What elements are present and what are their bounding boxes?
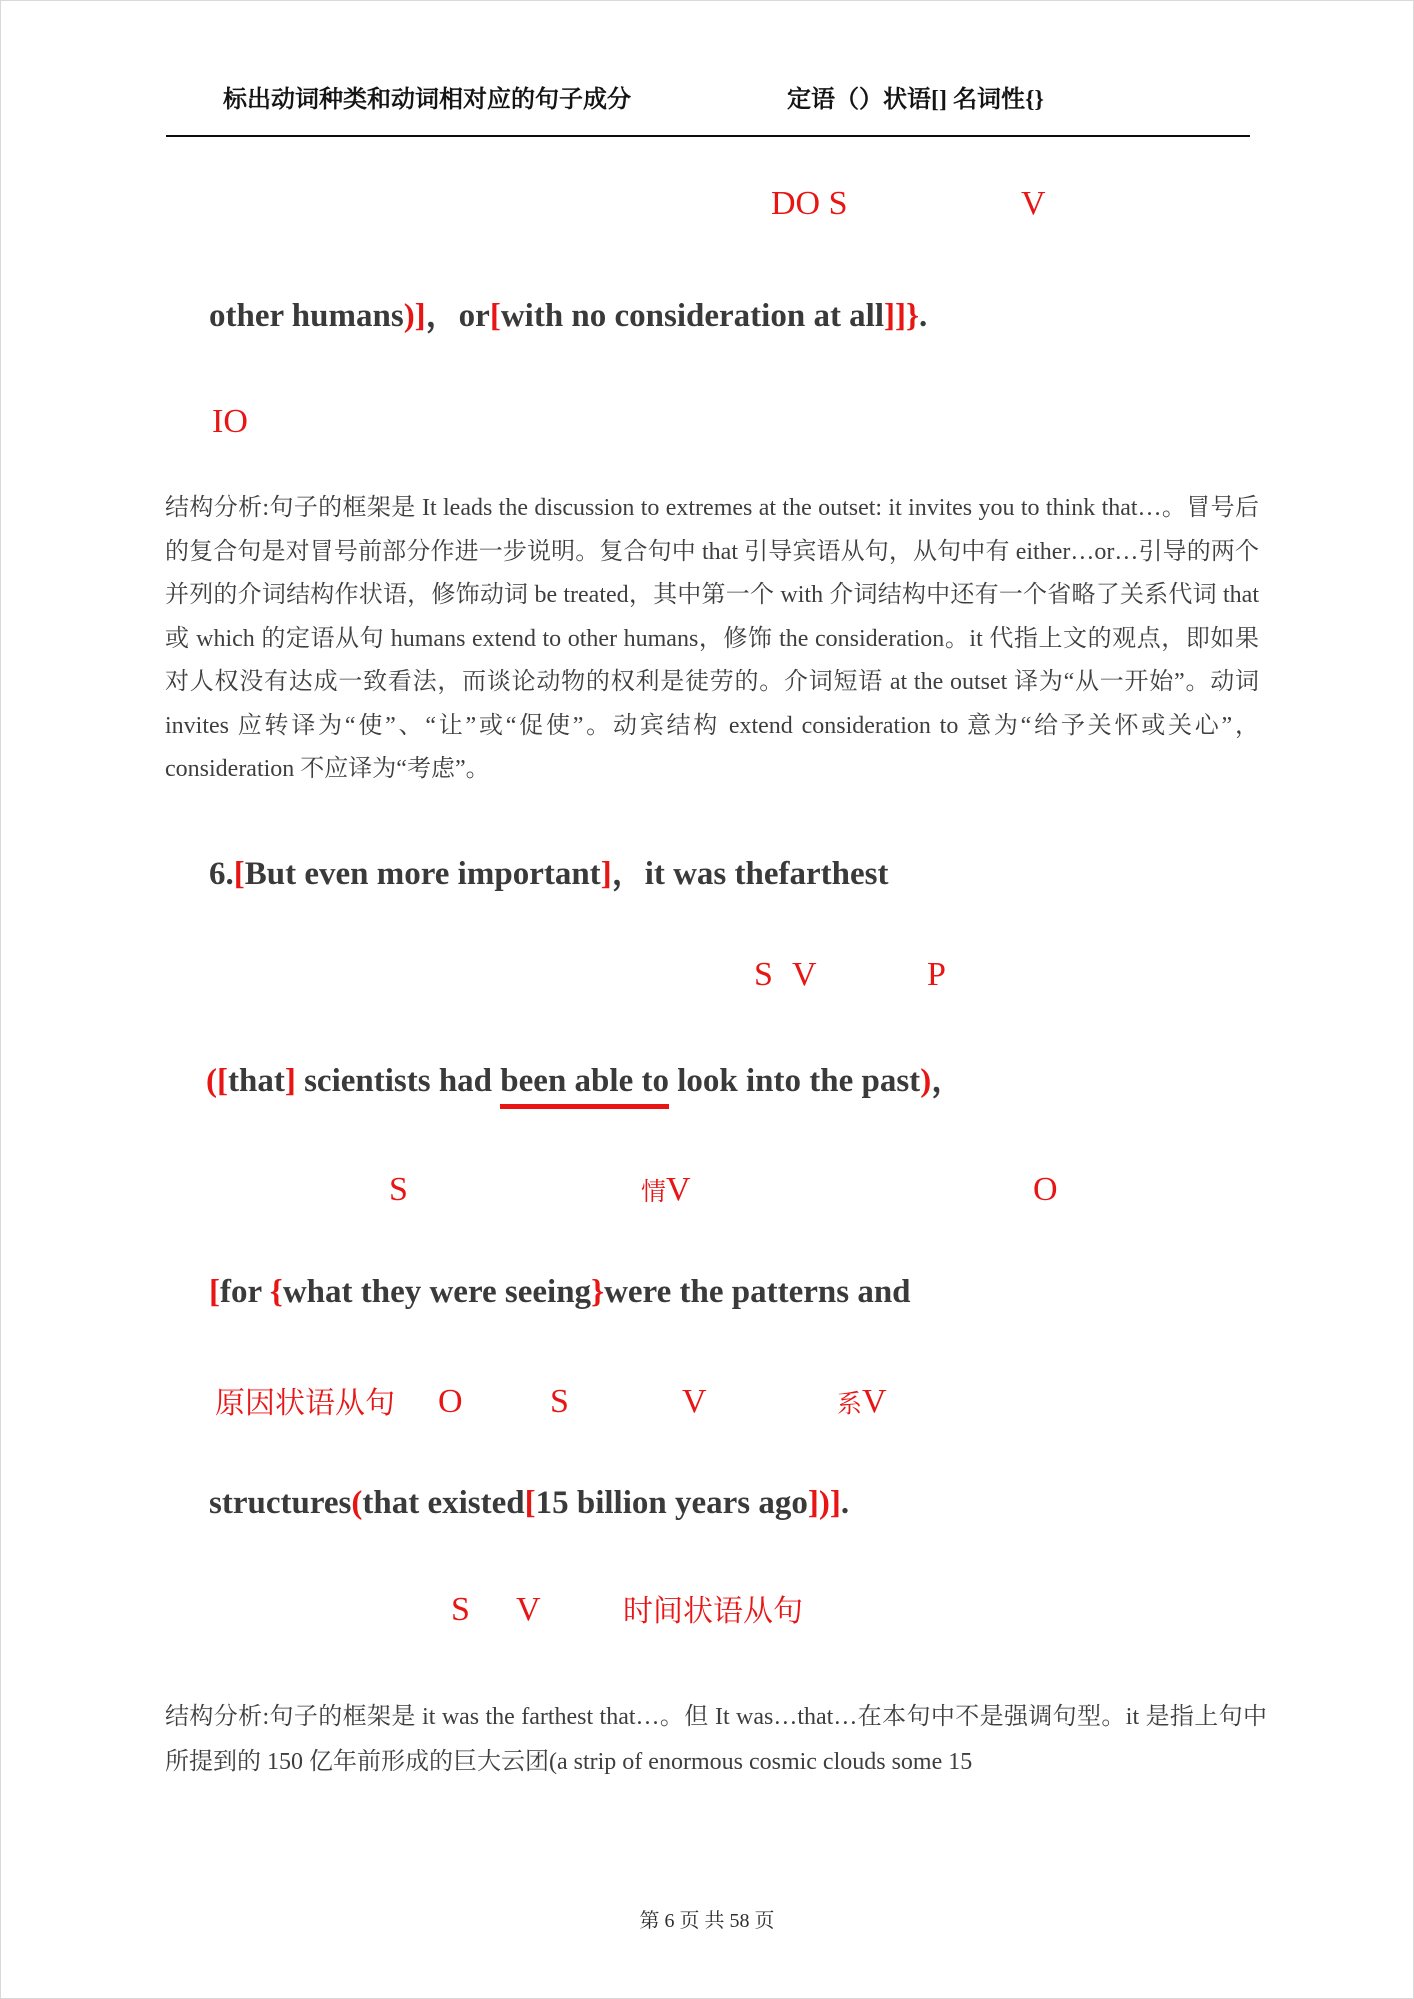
annotation-r4-xi-v	[837, 1385, 887, 1419]
annotation-r5-s: S	[451, 1591, 470, 1628]
sentence-other-humans	[209, 296, 927, 337]
header-left-title: 标出动词种类和动词相对应的句子成分	[223, 87, 631, 113]
sentence-for-clause	[209, 1272, 911, 1313]
annotation-s3-qing-v	[641, 1173, 691, 1207]
text-segment: ，	[931, 1063, 965, 1099]
text-segment: it was thefarthest	[644, 856, 889, 892]
text-segment: with no consideration at all	[500, 298, 885, 334]
annotation-s2-s: S	[754, 956, 773, 993]
annotation-r4-o: O	[438, 1383, 463, 1420]
annotation-qing-v-letter: V	[666, 1171, 691, 1208]
text-segment: [	[217, 1063, 228, 1099]
text-segment: 15 billion years ago	[535, 1485, 808, 1521]
text-segment: scientists had	[295, 1063, 501, 1099]
text-segment: [	[524, 1485, 536, 1521]
text-segment: .	[919, 298, 928, 334]
sentence-structures	[209, 1483, 849, 1524]
text-segment: look into the past	[668, 1063, 921, 1099]
sentence-scientists	[206, 1061, 964, 1102]
page-footer: 第 6 页 共 58 页	[639, 1910, 775, 1932]
text-segment: 6.	[209, 856, 234, 892]
analysis-paragraph-1: 结构分析:句子的框架是 It leads the discussion to extremes at the outset: it invites you to think that…。冒号后的复合句是对冒号前部分作进一步说明。复合句中 that 引导宾语从句，从句中有 either…or…引导的两个并列的介词结构作状语，修饰动词 be treated，其中第一个 with 介词结构中还有一个省略了关系代词 that 或 which 的定语从句 humans extend to other humans，修饰 the consideration。it 代指上文的观点，即如果对人权没有达成一致看法，而谈论动物的权利是徒劳的。介词短语 at the outset 译为“从一开始”。动词 invites 应转译为“使”、“让”或“促使”。动宾结构 extend consideration to 意为“给予关怀或关心”，consideration 不应译为“考虑”。	[165, 495, 1259, 782]
annotation-xi-v-letter: V	[862, 1383, 887, 1420]
text-segment: )]	[403, 298, 426, 334]
text-segment: structures	[209, 1485, 352, 1521]
text-segment: But even more important	[244, 856, 601, 892]
text-segment: .	[840, 1485, 850, 1521]
annotation-xi: 系	[837, 1391, 863, 1418]
text-segment: )	[920, 1063, 932, 1099]
sentence-heading-6	[209, 854, 888, 895]
text-segment: what they were seeing	[282, 1274, 592, 1310]
text-segment: ])]	[807, 1485, 841, 1521]
annotation-s2-p: P	[927, 956, 946, 993]
text-segment: [	[489, 298, 501, 334]
annotation-time-clause: 时间状语从句	[623, 1595, 803, 1628]
text-segment: {	[269, 1274, 283, 1310]
text-segment: (	[206, 1063, 217, 1099]
annotation-r4-s: S	[550, 1383, 569, 1420]
text-segment: or	[458, 298, 490, 334]
annotation-qing: 情	[641, 1179, 667, 1206]
annotation-s3-o: O	[1033, 1171, 1058, 1208]
header-right-legend: 定语（）状语[] 名词性{}	[787, 87, 1044, 113]
text-segment: ]	[284, 1063, 296, 1099]
annotation-s3-s: S	[389, 1171, 408, 1208]
annotation-do-s: DO S	[771, 185, 848, 222]
text-segment: [	[233, 856, 245, 892]
text-segment: other humans	[209, 298, 404, 334]
text-segment: ，	[425, 298, 459, 334]
text-segment: were the patterns and	[604, 1274, 911, 1310]
text-segment: that	[228, 1063, 285, 1099]
header-rule	[166, 135, 1250, 137]
annotation-r5-v: V	[516, 1591, 541, 1628]
text-segment: (	[351, 1485, 363, 1521]
text-segment: ]	[600, 856, 612, 892]
text-segment: been able to	[500, 1063, 669, 1109]
text-segment: for	[220, 1274, 270, 1310]
text-segment: that existed	[362, 1485, 525, 1521]
text-segment: ]]}	[884, 298, 920, 334]
text-segment: }	[591, 1274, 605, 1310]
annotation-io: IO	[212, 403, 248, 440]
analysis-paragraph-2: 结构分析:句子的框架是 it was the farthest that…。但 It was…that…在本句中不是强调句型。it 是指上句中所提到的 150 亿年前形成的巨大云团(a strip of enormous cosmic clouds some 15	[165, 1704, 1267, 1775]
text-segment: [	[209, 1274, 220, 1310]
annotation-r4-v: V	[682, 1383, 707, 1420]
text-segment: ，	[611, 856, 645, 892]
annotation-v: V	[1021, 185, 1046, 222]
annotation-s2-v: V	[792, 956, 817, 993]
annotation-reason-clause: 原因状语从句	[215, 1387, 395, 1420]
